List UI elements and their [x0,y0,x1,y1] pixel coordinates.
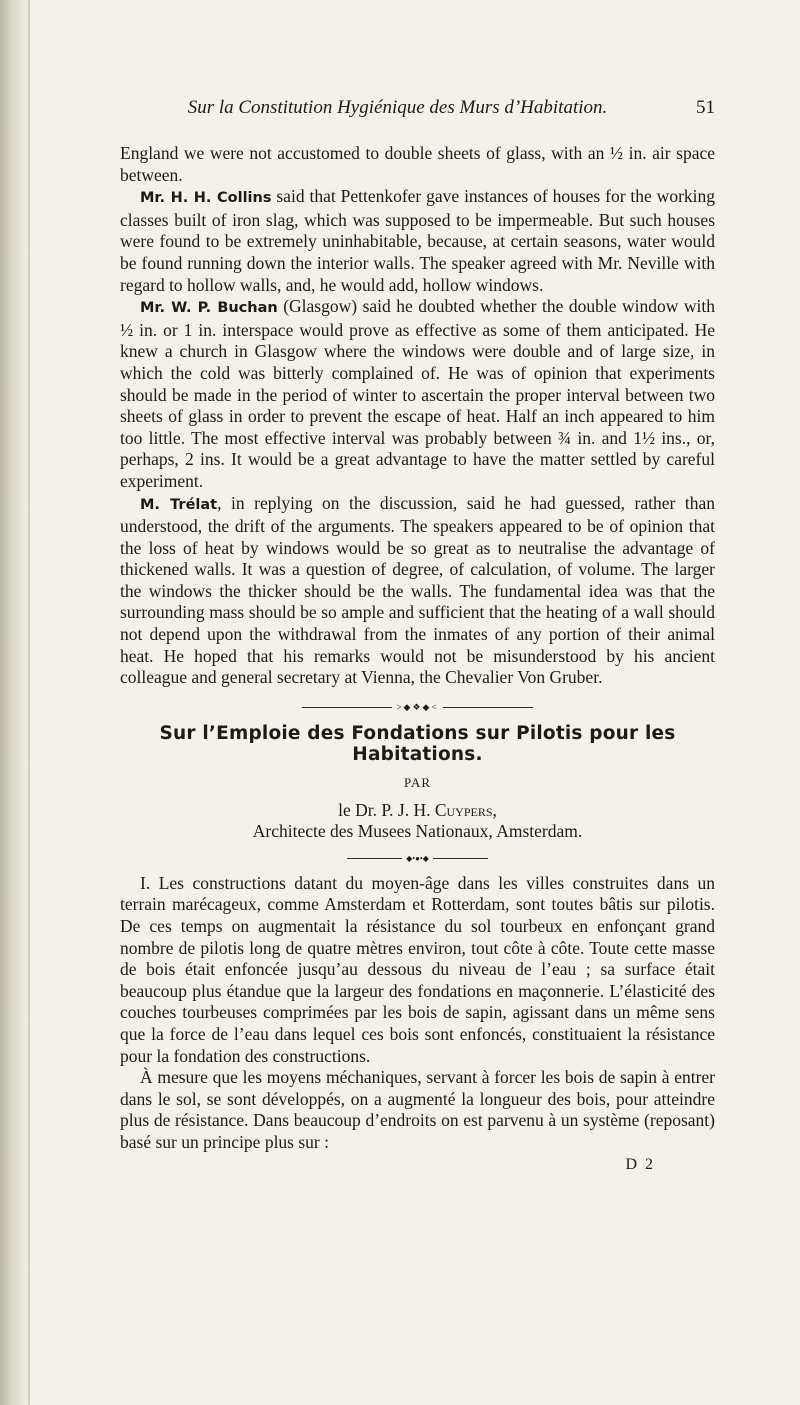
article-title: Sur l’Emploie des Fondations sur Pilotis pour les Habitations. [159,722,676,766]
speaker-name: Mr. H. H. Collins [140,190,272,207]
article-author [120,800,715,822]
divider-rule-left [347,858,402,859]
discussion-paragraph [120,296,715,492]
divider-rule-right [433,858,488,859]
divider-glyph-icon: ◆•●•◆ [406,854,429,864]
running-title: Sur la Constitution Hygiénique des Murs d’Habitation. [187,97,608,118]
author-prefix: le Dr. P. J. H. [338,799,435,820]
page-body [120,143,715,1175]
paragraph-text: (Glasgow) said he doubted whether the double window with ½ in. or 1 in. interspace would prove as effective as some of them anticipated. He knew a church in Glasgow where the windows were double and of large size, in which the cold was bitterly complained of. He was of opinion that experiments should be made in the period of winter to ascertain the proper interval between two sheets of glass in order to prevent the escape of heat. Half an inch appeared to him too little. The most effective interval was probably between ¾ in. and 1½ ins., or, perhaps, 2 ins. It would be a great advantage to have the matter settled by careful experiment. [120,296,715,491]
author-affiliation: Architecte des Musees Nationaux, Amsterdam. [252,821,583,842]
page-number: 51 [696,97,715,118]
discussion-paragraph [120,493,715,689]
book-binding-shadow [0,0,30,1405]
paragraph-text: England we were not accustomed to double sheets of glass, with an ½ in. air space between. [120,143,715,185]
divider-rule-left [302,707,392,708]
divider-rule-right [443,707,533,708]
speaker-name: Mr. W. P. Buchan [140,300,278,317]
paragraph-text: , in replying on the discussion, said he had guessed, rather than understood, the drift of the arguments. The speakers appeared to be of opinion that the loss of heat by windows would be so great as to neutralise the advantage of thickened walls. It was a question of degree, of calculation, of volume. The larger the windows the thicker should be the walls. The fundamental idea was that the surrounding mass should be so ample and sufficient that the heating of a wall should not depend upon the withdrawal from the inmates of any portion of their animal heat. He hoped that his remarks would not be misunderstood by his ancient colleague and general secretary at Vienna, the Chevalier Von Gruber. [120,492,715,688]
signature-mark: D 2 [625,1155,655,1173]
discussion-paragraph [120,186,715,296]
divider-glyph-icon: >◆❖◆< [396,702,439,713]
running-header [120,97,715,123]
par-label: PAR [403,775,432,791]
page-gutter-edge [28,0,30,1405]
article-paragraph: I. Les constructions datant du moyen-âge dans les villes construites dans un terrain marécageux, comme Amsterdam et Rotterdam, sont toutes bâtis sur pilotis. De ces temps on augmentait la résistance du sol tourbeux en enfonçant grand nombre de pilotis long de quatre mètres environ, tout côte à côte. Toute cette masse de bois était enfoncée jusqu’au dessous du niveau de l’eau ; sa surface était beaucoup plus étandue que la largeur des fondations en maçonnerie. L’élasticité des couches tourbeuses comprimées par les bois de sapin, agissant dans un même sens que la force de l’eau dans lequel ces bois sont enfoncés, constituaient la résistance pour la fondation des constructions. [120,872,715,1066]
author-name: Cuypers, [434,799,497,820]
section-divider-ornament [120,703,715,713]
article-paragraph: À mesure que les moyens méchaniques, servant à forcer les bois de sapin à entrer dans le sol, se sont développés, on a augmenté la longueur des bois, pour atteindre plus de résistance. Dans beaucoup d’endroits on est parvenu à un système (reposant) basé sur un principe plus sur : [120,1067,715,1152]
paragraph-text: said that Pettenkofer gave instances of houses for the working classes built of iron slag, which was supposed to be impermeable. But such houses were found to be extremely uninhabitable, because, at certain seasons, water would be found running down the interior walls. The speaker agreed with Mr. Neville with regard to hollow walls, and, he would add, hollow windows. [120,186,716,295]
small-divider-ornament [120,855,715,863]
speaker-name: M. Trélat [140,496,218,513]
discussion-paragraph [120,143,715,186]
